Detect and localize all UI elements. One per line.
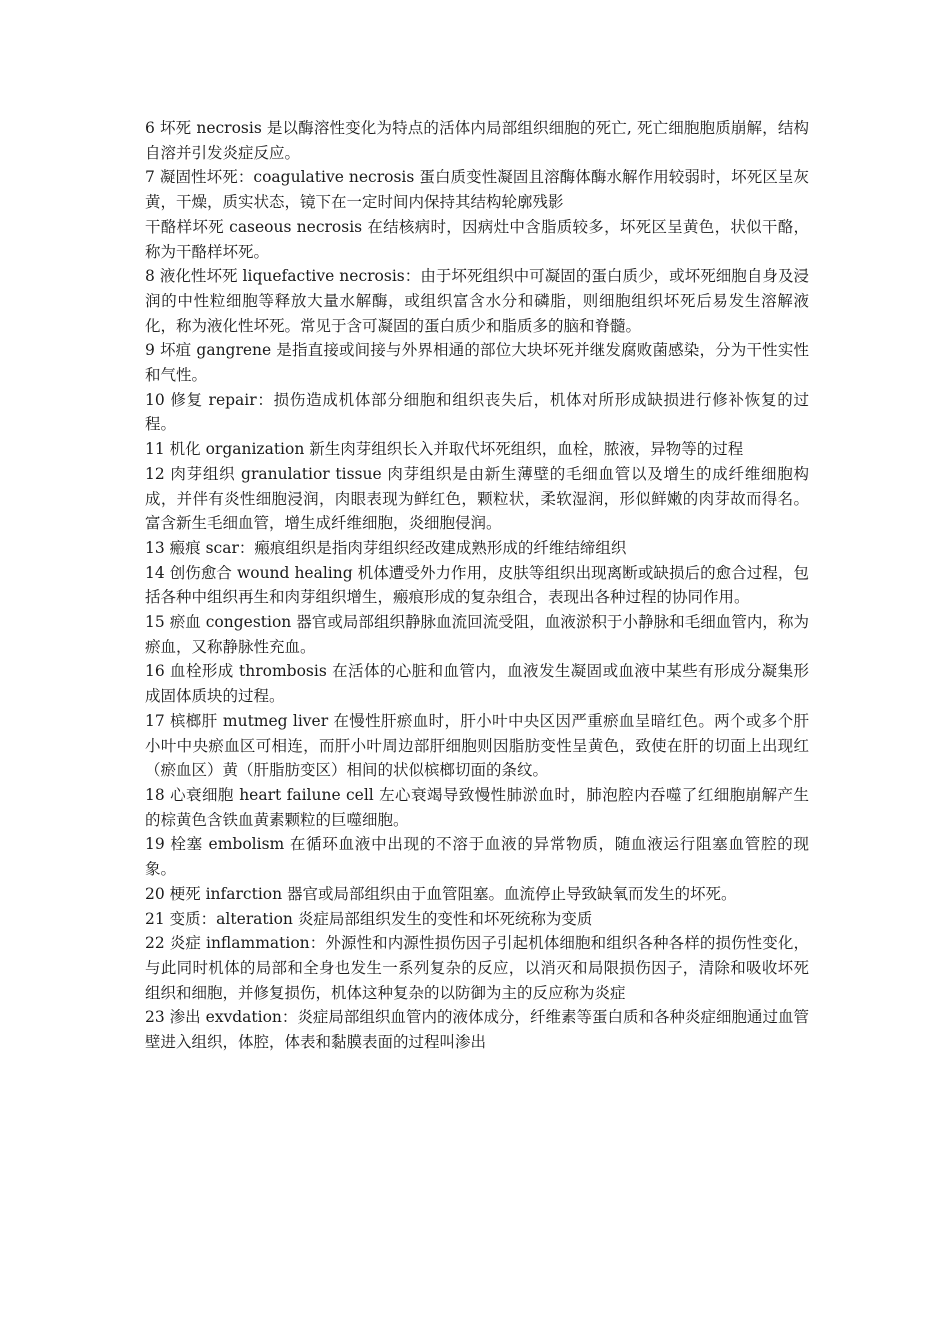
definition-scar: 13 瘢痕 scar：瘢痕组织是指肉芽组织经改建成熟形成的纤维结缔组织 [145,538,627,557]
definition-liquefactive-necrosis: 8 液化性坏死 liquefactive necrosis：由于坏死组织中可凝固的蛋白质少，或坏死细胞自身及浸润的中性粒细胞等释放大量水解酶，或组织富含水分和磷脂，则细胞组织坏死后易发生溶解液化，称为液化性坏死。常见于含可凝固的蛋白质少和脂质多的脑和脊髓。 [145,267,809,335]
document-body [145,116,809,1055]
definition-granulation-tissue: 12 肉芽组织 granulatior tissue 肉芽组织是由新生薄壁的毛细血管以及增生的成纤维细胞构成，并伴有炎性细胞浸润，肉眼表现为鲜红色，颗粒状，柔软湿润，形似鲜嫩的肉芽故而得名。富含新生毛细血管，增生成纤维细胞，炎细胞侵润。 [145,464,809,533]
definition-gangrene: 9 坏疽 gangrene 是指直接或间接与外界相通的部位大块坏死并继发腐败菌感染，分为干性实性和气性。 [145,341,809,385]
definition-thrombosis: 16 血栓形成 thrombosis 在活体的心脏和血管内，血液发生凝固或血液中某些有形成分凝集形成固体质块的过程。 [145,662,809,706]
definition-alteration: 21 变质：alteration 炎症局部组织发生的变性和坏死统称为变质 [145,909,593,928]
definition-infarction: 20 梗死 infarction 器官或局部组织由于血管阻塞。血流停止导致缺氧而发生的坏死。 [145,884,737,903]
definition-embolism: 19 栓塞 embolism 在循环血液中出现的不溶于血液的异常物质，随血液运行阻塞血管腔的现象。 [145,835,809,879]
definition-necrosis: 6 坏死 necrosis 是以酶溶性变化为特点的活体内局部组织细胞的死亡, 死亡细胞胞质崩解，结构自溶并引发炎症反应。 [145,119,809,162]
definition-caseous-necrosis: 干酪样坏死 caseous necrosis 在结核病时，因病灶中含脂质较多，坏死区呈黄色，状似干酪，称为干酪样坏死。 [145,217,809,261]
definition-congestion: 15 瘀血 congestion 器官或局部组织静脉血流回流受阻，血液淤积于小静脉和毛细血管内，称为瘀血，又称静脉性充血。 [145,613,809,656]
definition-repair: 10 修复 repair：损伤造成机体部分细胞和组织丧失后，机体对所形成缺损进行修补恢复的过程。 [145,390,809,434]
definition-exudation: 23 渗出 exvdation：炎症局部组织血管内的液体成分，纤维素等蛋白质和各种炎症细胞通过血管壁进入组织，体腔，体表和黏膜表面的过程叫渗出 [145,1008,809,1052]
definition-heart-failure-cell: 18 心衰细胞 heart failune cell 左心衰竭导致慢性肺淤血时，肺泡腔内吞噬了红细胞崩解产生的棕黄色含铁血黄素颗粒的巨噬细胞。 [145,785,809,829]
definition-coagulative-necrosis: 7 凝固性坏死：coagulative necrosis 蛋白质变性凝固且溶酶体酶水解作用较弱时，坏死区呈灰黄，干燥，质实状态，镜下在一定时间内保持其结构轮廓残影 [145,168,809,212]
definition-inflammation: 22 炎症 inflammation：外源性和内源性损伤因子引起机体细胞和组织各种各样的损伤性变化，与此同时机体的局部和全身也发生一系列复杂的反应，以消灭和局限损伤因子，清除和吸收坏死组织和细胞，并修复损伤，机体这种复杂的以防御为主的反应称为炎症 [145,934,809,1002]
definition-nutmeg-liver: 17 槟榔肝 mutmeg liver 在慢性肝瘀血时，肝小叶中央区因严重瘀血呈暗红色。两个或多个肝小叶中央瘀血区可相连，而肝小叶周边部肝细胞则因脂肪变性呈黄色，致使在肝的切面上出现红（瘀血区）黄（肝脂肪变区）相间的状似槟榔切面的条纹。 [145,711,809,780]
definition-wound-healing: 14 创伤愈合 wound healing 机体遭受外力作用，皮肤等组织出现离断或缺损后的愈合过程，包括各种中组织再生和肉芽组织增生，瘢痕形成的复杂组合，表现出各种过程的协同作用。 [145,563,809,607]
definition-organization: 11 机化 organization 新生肉芽组织长入并取代坏死组织，血栓，脓液，异物等的过程 [145,440,744,459]
